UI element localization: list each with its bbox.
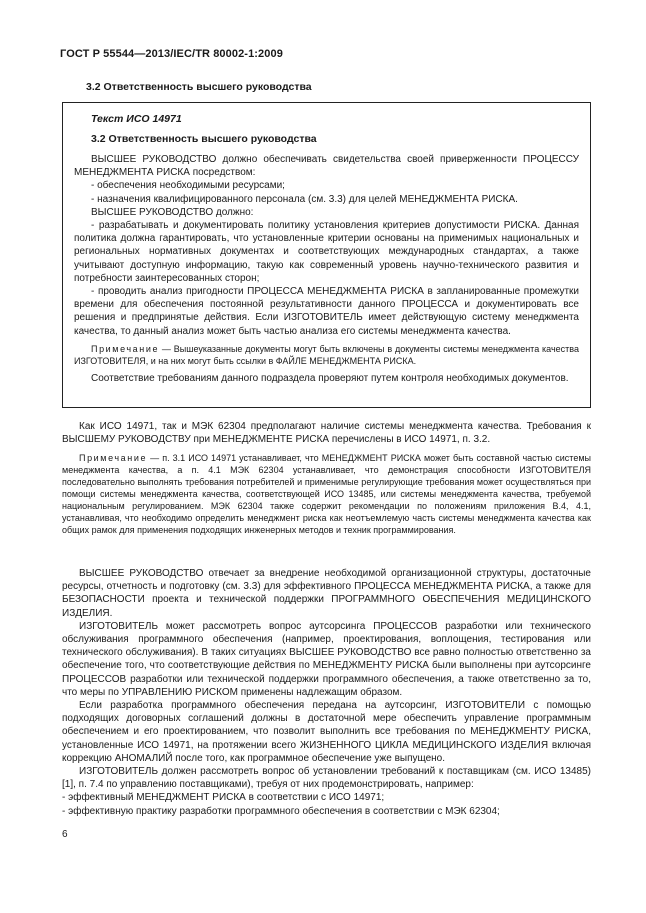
box-list-item: - назначения квалифицированного персонала (см. 3.3) для целей МЕНЕДЖМЕНТА РИСКА. [91,193,518,205]
main-note [62,452,591,536]
main-body [62,567,591,818]
note-label: Примечание [91,343,160,354]
body-paragraph: Как ИСО 14971, так и МЭК 62304 предполагают наличие системы менеджмента качества. Требования к ВЫСШЕМУ РУКОВОДСТВУ при МЕНЕДЖМЕНТЕ РИСКА перечислены в ИСО 14971, п. 3.2. [62,421,591,446]
body-note [62,452,591,536]
document-header: ГОСТ Р 55544—2013/IEC/TR 80002-1:2009 [60,48,283,60]
main-paragraph-1 [62,420,591,446]
box-subtitle: 3.2 Ответственность высшего руководства [91,133,317,145]
box-title: Текст ИСО 14971 [91,113,182,125]
body-list-item: - эффективный МЕНЕДЖМЕНТ РИСКА в соответствии с ИСО 14971; [62,792,385,804]
box-list-item: - разрабатывать и документировать политику установления критериев допустимости РИСКА. Данная политика должна гарантировать, что установленные критерии основаны на применимых национальных и региональных нормативных документах и соответствующих международных стандартах, а также учитывают доступную информацию, такую как современный уровень научно-технического развития и потребности заинтересованных сторон; [74,220,579,284]
box-list-item: - проводить анализ пригодности ПРОЦЕССА МЕНЕДЖМЕНТА РИСКА в запланированные промежутки времени для обеспечения постоянной результативности данного ПРОЦЕССА и документировать все решения и предпринятые действия. Если ИЗГОТОВИТЕЛЬ имеет действующую систему менеджмента качества, то данный анализ может быть частью анализа его системы менеджмента качества. [74,286,579,337]
note-label: Примечание [79,453,148,463]
box-compliance: Соответствие требованиям данного подраздела проверяют путем контроля необходимых документов. [91,372,569,384]
box-paragraph: ВЫСШЕЕ РУКОВОДСТВО должно обеспечивать свидетельства своей приверженности ПРОЦЕССУ МЕНЕДЖМЕНТА РИСКА посредством: [74,154,579,179]
box-paragraph: ВЫСШЕЕ РУКОВОДСТВО должно: [91,206,254,218]
note-text: — п. 3.1 ИСО 14971 устанавливает, что МЕНЕДЖМЕНТ РИСКА может быть составной частью системы менеджмента качества, а п. 4.1 МЭК 62304 устанавливает, что демонстрация способности ИЗГОТОВИТЕЛЯ последовательно выполнять требования потребителей и применимые регулирующие требования может осуществляться при помощи системы менеджмента качества, соответствующей ИСО 13485, или системы менеджмента качества, требуемой национальным регулированием. МЭК 62304 также содержит рекомендации по положениям приложения В.4, 4.1, устанавливая, что необходимо определить менеджмент риска как неотъемлемую часть системы менеджмента качества как общих рамок для применения подходящих инженерных методов и техник программирования. [62,453,591,535]
quoted-standard-box [62,102,591,408]
box-note [74,343,579,367]
box-list-item: - обеспечения необходимыми ресурсами; [91,180,285,192]
body-list-item: - эффективную практику разработки программного обеспечения в соответствии с МЭК 62304; [62,805,500,817]
body-paragraph: ИЗГОТОВИТЕЛЬ может рассмотреть вопрос аутсорсинга ПРОЦЕССОВ разработки или технического обслуживания программного обеспечения (например, проектирования, воплощения, тестирования или технического обслуживания). В таких ситуациях ВЫСШЕЕ РУКОВОДСТВО все равно полностью ответственно за обеспечение того, что соответствующие действия по МЕНЕДЖМЕНТУ РИСКА были выполнены при аутсорсинге ПРОЦЕССОВ разработки или технической поддержки программного обеспечения, а также ответственно за то, что меры по УПРАВЛЕНИЮ РИСКОМ применены надлежащим образом. [62,620,591,698]
body-paragraph: ИЗГОТОВИТЕЛЬ должен рассмотреть вопрос об установлении требований к поставщикам (см. ИСО 13485) [1], п. 7.4 по управлению поставщиками), требуя от них продемонстрировать, например: [62,766,591,791]
note-text: — Вышеуказанные документы могут быть включены в документы системы менеджмента качества ИЗГОТОВИТЕЛЯ, и на них могут быть ссылки в ФАЙЛЕ МЕНЕДЖМЕНТА РИСКА. [74,343,579,366]
section-title: 3.2 Ответственность высшего руководства [86,81,312,93]
body-paragraph: Если разработка программного обеспечения передана на аутсорсинг, ИЗГОТОВИТЕЛИ с помощью подходящих договорных соглашений должны в достаточной мере обеспечить управление программным обеспечением и его проектированием, что позволит выполнить все требования по МЕНЕДЖМЕНТУ РИСКА, установленные ИСО 14971, на протяжении всего ЖИЗНЕННОГО ЦИКЛА МЕДИЦИНСКОГО ИЗДЕЛИЯ включая коррекцию АНОМАЛИЙ после того, как программное обеспечение уже выпущено. [62,700,591,764]
body-paragraph: ВЫСШЕЕ РУКОВОДСТВО отвечает за внедрение необходимой организационной структуры, достаточные ресурсы, отчетность и подготовку (см. 3.3) для эффективного ПРОЦЕССА МЕНЕДЖМЕНТА РИСКА, а также для БЕЗОПАСНОСТИ проекта и технической поддержки ПРОГРАММНОГО ОБЕСПЕЧЕНИЯ МЕДИЦИНСКОГО ИЗДЕЛИЯ. [62,568,591,619]
box-body [74,153,579,385]
page-number: 6 [62,829,68,840]
